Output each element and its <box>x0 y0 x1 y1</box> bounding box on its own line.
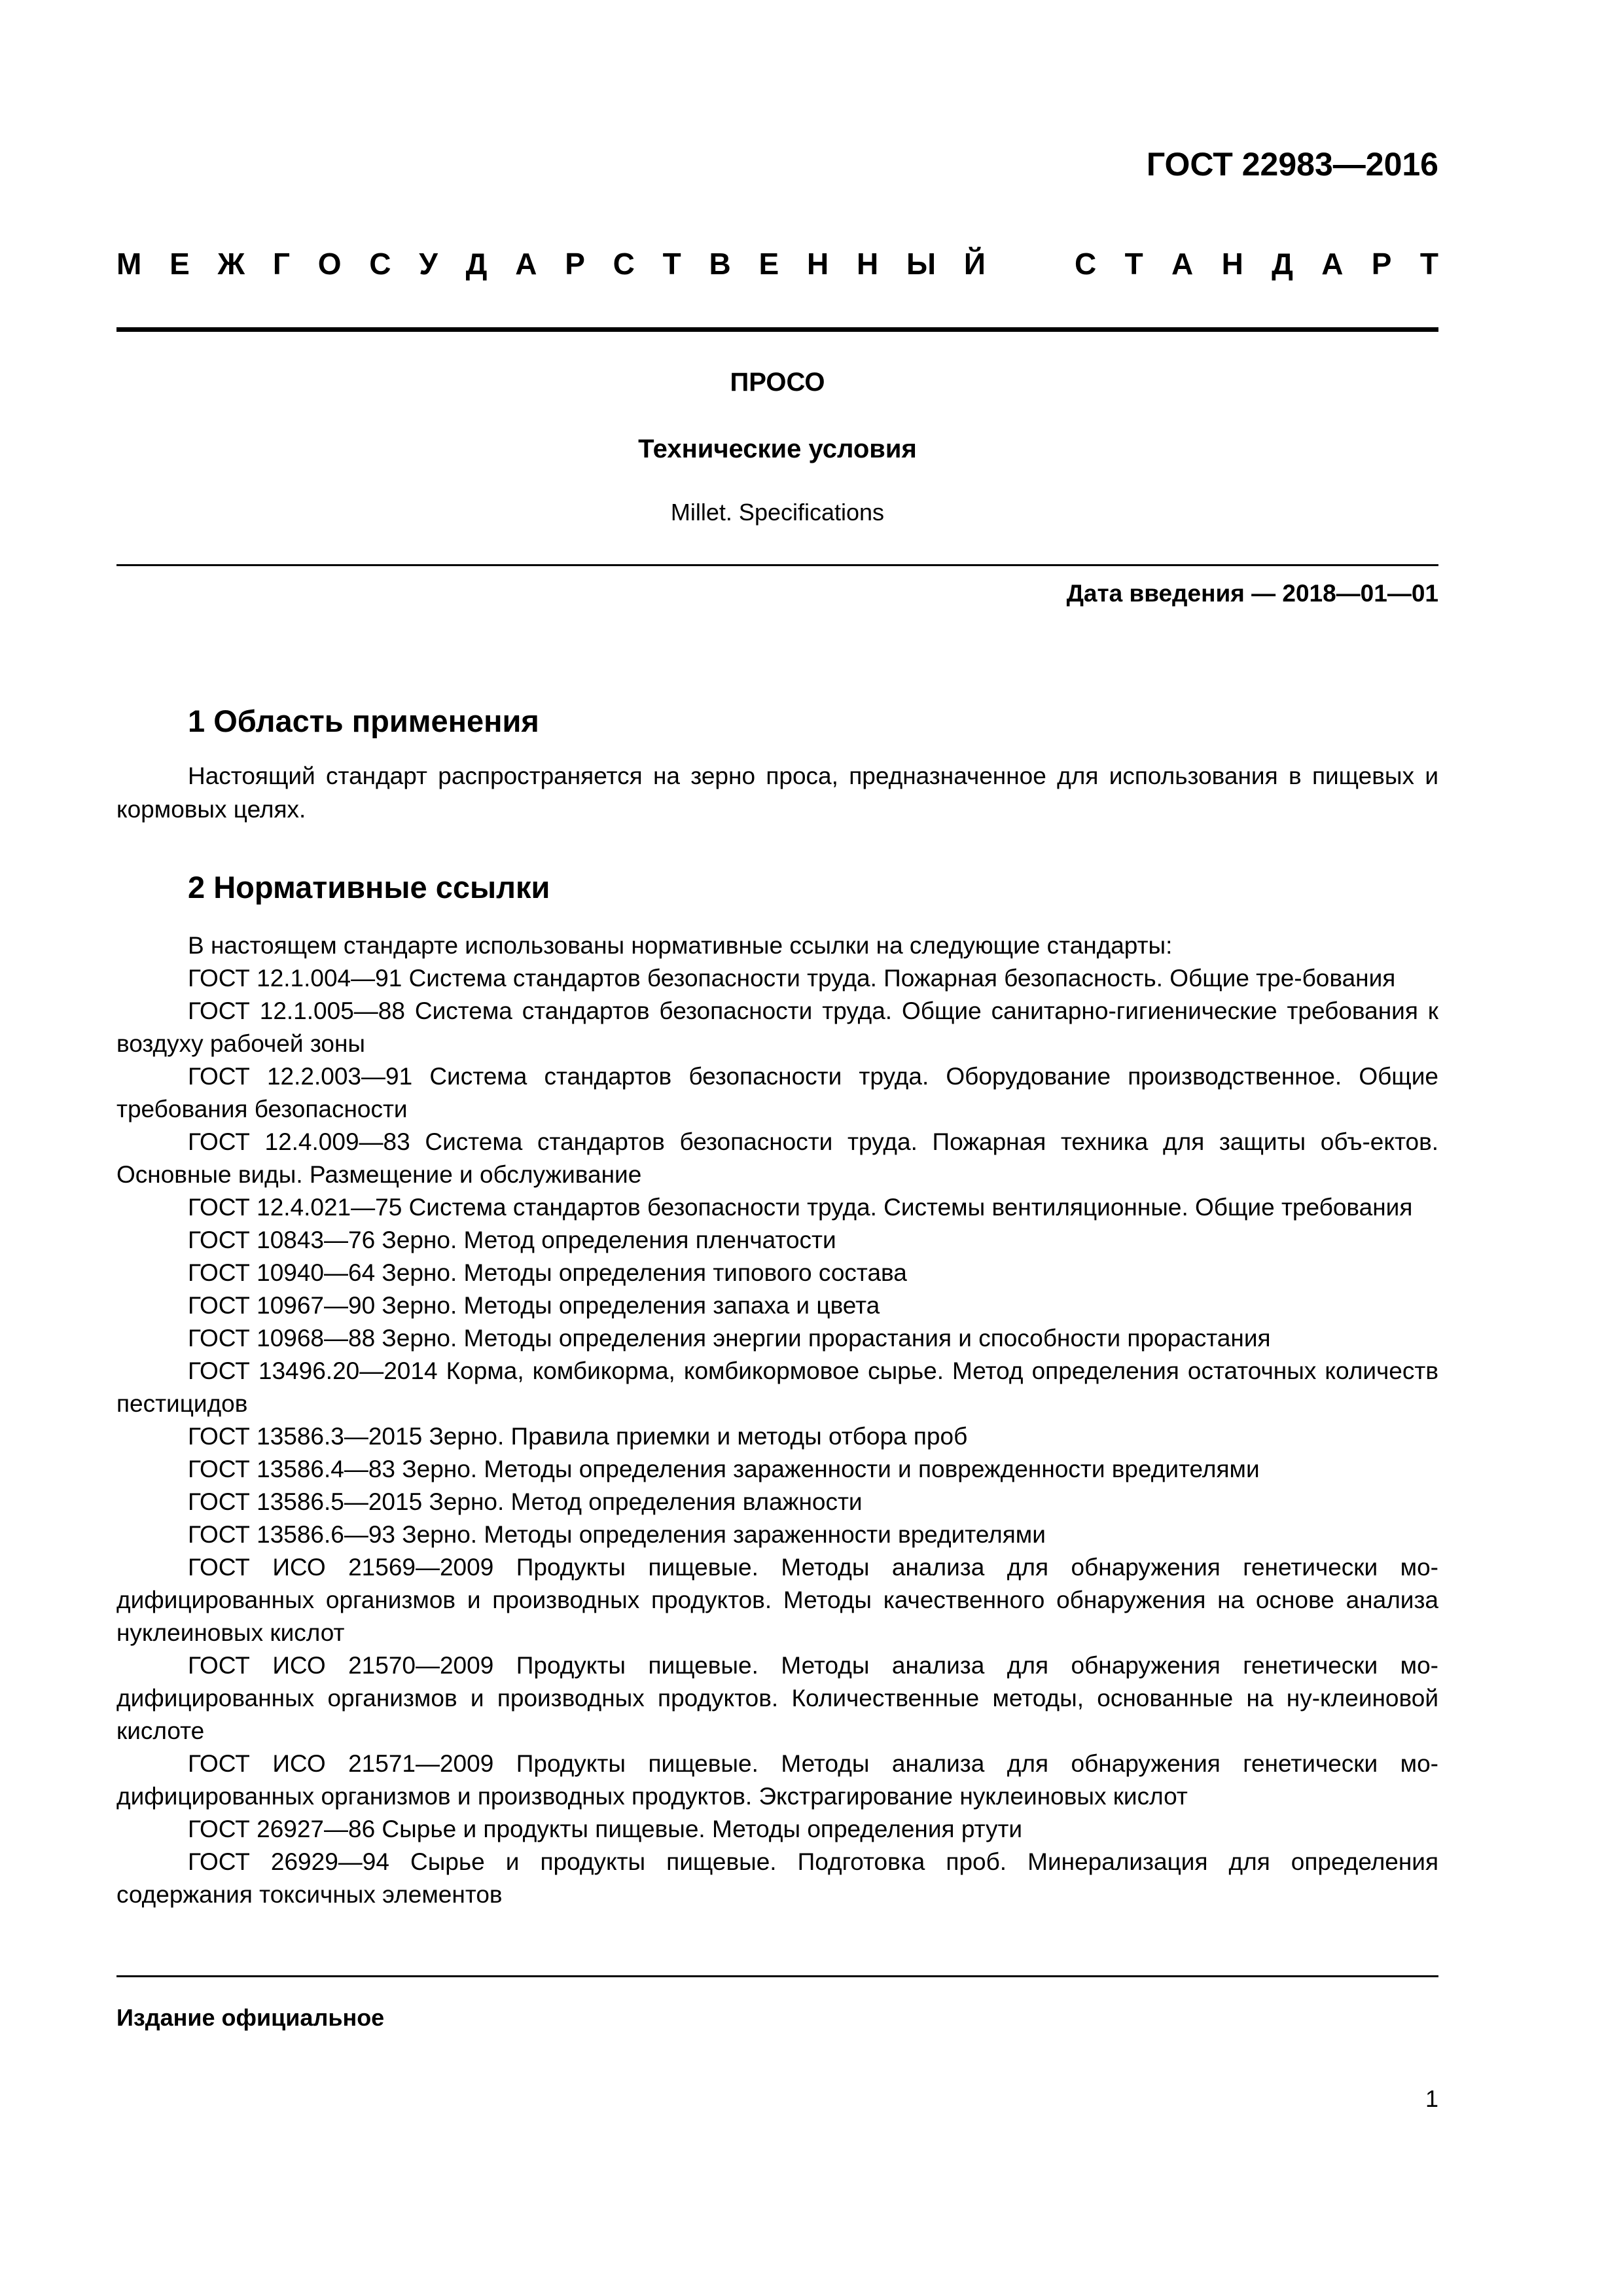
standard-type-word-standard <box>1075 246 1438 281</box>
reference-item: ГОСТ 13496.20—2014 Корма, комбикорма, комбикормовое сырье. Метод определения остаточных количеств пестицидов <box>116 1357 1438 1417</box>
document-subtitle: Технические условия <box>638 435 917 463</box>
letter: Т <box>1419 247 1438 281</box>
reference-item: ГОСТ 10843—76 Зерно. Метод определения пленчатости <box>188 1227 836 1253</box>
letter: Т <box>1124 247 1143 281</box>
letter: Г <box>272 247 290 281</box>
letter: В <box>709 247 731 281</box>
reference-item: ГОСТ 10940—64 Зерно. Методы определения типового состава <box>188 1259 907 1286</box>
letter: Н <box>807 247 829 281</box>
letter: О <box>317 247 342 281</box>
reference-item: ГОСТ 10967—90 Зерно. Методы определения запаха и цвета <box>188 1292 880 1319</box>
letter: Е <box>758 247 779 281</box>
document-number: ГОСТ 22983—2016 <box>1146 146 1438 183</box>
letter: Р <box>1371 247 1392 281</box>
reference-item: ГОСТ 13586.3—2015 Зерно. Правила приемки и методы отбора проб <box>188 1423 968 1450</box>
reference-item: ГОСТ 12.4.021—75 Система стандартов безопасности труда. Системы вентиляционные. Общие требования <box>188 1194 1413 1221</box>
document-title: ПРОСО <box>730 368 825 397</box>
reference-item: ГОСТ 12.2.003—91 Система стандартов безопасности труда. Оборудование производственное. Общие требования безопасности <box>116 1063 1438 1122</box>
normative-references <box>116 929 1438 1911</box>
standard-type-word-interstate <box>116 246 986 281</box>
reference-item: ГОСТ 10968—88 Зерно. Методы определения энергии прорастания и способности прорастания <box>188 1325 1271 1352</box>
letter: М <box>116 247 142 281</box>
reference-item: ГОСТ 12.1.005—88 Система стандартов безопасности труда. Общие санитарно-гигиенические требования к воздуху рабочей зоны <box>116 997 1438 1057</box>
letter: Ы <box>906 247 936 281</box>
letter: С <box>1075 247 1097 281</box>
section-1-text: Настоящий стандарт распространяется на зерно проса, предназначенное для использования в пищевых и кормовых целях. <box>116 762 1438 823</box>
letter: Е <box>169 247 190 281</box>
letter: Ж <box>217 247 245 281</box>
letter: Д <box>465 247 488 281</box>
reference-item: ГОСТ 26927—86 Сырье и продукты пищевые. Методы определения ртути <box>188 1816 1023 1842</box>
reference-item: ГОСТ 13586.6—93 Зерно. Методы определения зараженности вредителями <box>188 1521 1046 1548</box>
document-title-english: Millet. Specifications <box>670 499 885 526</box>
letter: А <box>1171 247 1194 281</box>
reference-item: ГОСТ 13586.5—2015 Зерно. Метод определения влажности <box>188 1488 863 1515</box>
letter: Д <box>1272 247 1293 281</box>
letter: С <box>613 247 635 281</box>
reference-item: ГОСТ 12.4.009—83 Система стандартов безопасности труда. Пожарная техника для защиты объ-ектов. Основные виды. Размещение и обслуживание <box>116 1128 1438 1188</box>
standard-type-heading <box>116 246 1438 281</box>
letter: У <box>419 247 438 281</box>
title-divider <box>116 564 1438 566</box>
header-divider <box>116 327 1438 332</box>
letter: Й <box>963 247 986 281</box>
letter: Р <box>565 247 585 281</box>
letter: Т <box>662 247 681 281</box>
footer-divider <box>116 1975 1438 1977</box>
letter: А <box>1321 247 1344 281</box>
reference-item: ГОСТ ИСО 21570—2009 Продукты пищевые. Методы анализа для обнаружения генетически мо-дифицированных организмов и производных продуктов. Количественные методы, основанные на ну-клеиновой кислоте <box>116 1652 1438 1744</box>
edition-label: Издание официальное <box>116 2004 385 2031</box>
letter: Н <box>1221 247 1243 281</box>
introduction-date: Дата введения — 2018—01—01 <box>1066 580 1438 607</box>
letter: А <box>515 247 537 281</box>
section-2-heading: 2 Нормативные ссылки <box>188 870 550 905</box>
page-number: 1 <box>1425 2085 1438 2112</box>
letter: Н <box>857 247 879 281</box>
reference-item: ГОСТ ИСО 21571—2009 Продукты пищевые. Методы анализа для обнаружения генетически мо-дифицированных организмов и производных продуктов. Экстрагирование нуклеиновых кислот <box>116 1750 1438 1810</box>
reference-item: ГОСТ 13586.4—83 Зерно. Методы определения зараженности и поврежденности вредителями <box>188 1456 1260 1482</box>
reference-item: ГОСТ ИСО 21569—2009 Продукты пищевые. Методы анализа для обнаружения генетически мо-дифицированных организмов и производных продуктов. Методы качественного обнаружения на основе анализа нуклеиновых кислот <box>116 1554 1438 1646</box>
reference-item: ГОСТ 26929—94 Сырье и продукты пищевые. Подготовка проб. Минерализация для определения содержания токсичных элементов <box>116 1848 1438 1908</box>
reference-item: ГОСТ 12.1.004—91 Система стандартов безопасности труда. Пожарная безопасность. Общие тре-бования <box>188 965 1396 992</box>
references-intro: В настоящем стандарте использованы нормативные ссылки на следующие стандарты: <box>188 932 1173 959</box>
letter: С <box>369 247 391 281</box>
section-1-heading: 1 Область применения <box>188 704 539 738</box>
